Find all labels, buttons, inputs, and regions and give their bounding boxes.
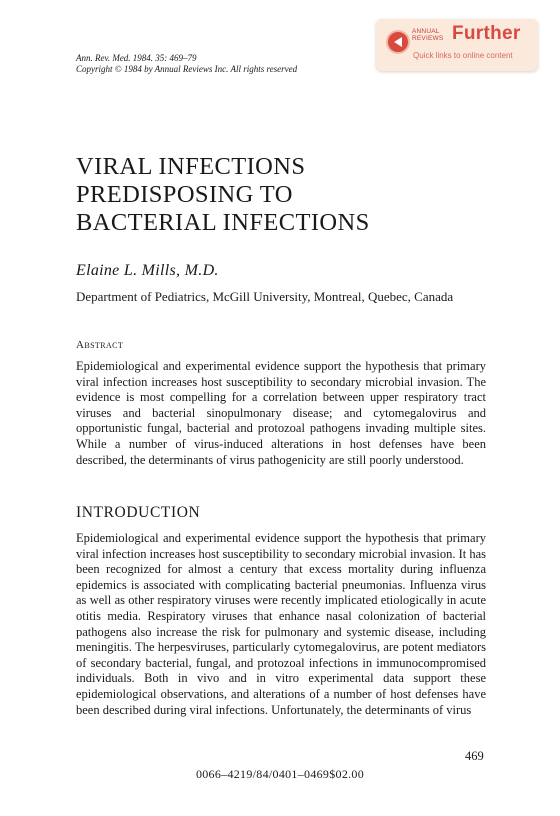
title-line: VIRAL INFECTIONS <box>76 153 306 180</box>
title-line: BACTERIAL INFECTIONS <box>76 209 370 236</box>
article-title <box>76 153 370 237</box>
further-badge[interactable] <box>376 19 538 71</box>
journal-citation-block <box>76 53 297 75</box>
introduction-body: Epidemiological and experimental evidence support the hypothesis that primary viral infection increases host susceptibility to secondary microbial invasion. It has been recognized for almost a century that excess mortality during influenza epidemics is associated with complicating bacterial pneumonias. Influenza virus as well as other respiratory viruses were recently implicated etiologically in acute otitis media. Respiratory viruses that enhance nasal colonization of bacterial pathogens also increase the risk for pulmonary and systemic disease, including meningitis. The herpesviruses, particularly cytomegalovirus, are potent mediators of secondary bacterial, fungal, and protozoal infections in immunocompromised individuals. Both in vivo and in vitro experimental data support these epidemiological observations, and alterations of a number of host defenses have been described during viral infections. Unfortunately, the determinants of virus <box>76 531 486 717</box>
abstract-body: Epidemiological and experimental evidence support the hypothesis that primary viral infection increases host susceptibility to secondary microbial invasion. The evidence is most compelling for a correlation between upper respiratory tract viruses and bacterial sinopulmonary disease; and cytomegalovirus and opportunistic fungal, bacterial and protozoal pathogens invading multiple sites. While a number of virus-induced alterations in host defenses have been described, the determinants of virus pathogenicity are still poorly understood. <box>76 359 486 467</box>
further-subtitle: Quick links to online content <box>413 51 513 60</box>
further-label: Further <box>452 23 521 44</box>
abstract-heading: Abstract <box>76 339 124 351</box>
author-affiliation: Department of Pediatrics, McGill University, Montreal, Quebec, Canada <box>76 289 454 304</box>
annual-reviews-label <box>412 28 443 42</box>
page-number: 469 <box>465 749 484 763</box>
annual-label: ANNUAL <box>412 28 440 35</box>
play-icon <box>386 30 410 54</box>
author-name: Elaine L. Mills, M.D. <box>76 262 219 279</box>
reviews-label: REVIEWS <box>412 35 444 42</box>
introduction-heading: INTRODUCTION <box>76 504 201 521</box>
footer-code: 0066–4219/84/0401–0469$02.00 <box>195 767 365 781</box>
title-line: PREDISPOSING TO <box>76 181 293 208</box>
journal-copyright: Copyright © 1984 by Annual Reviews Inc. All rights reserved <box>76 64 298 74</box>
journal-citation: Ann. Rev. Med. 1984. 35: 469–79 <box>76 53 197 63</box>
